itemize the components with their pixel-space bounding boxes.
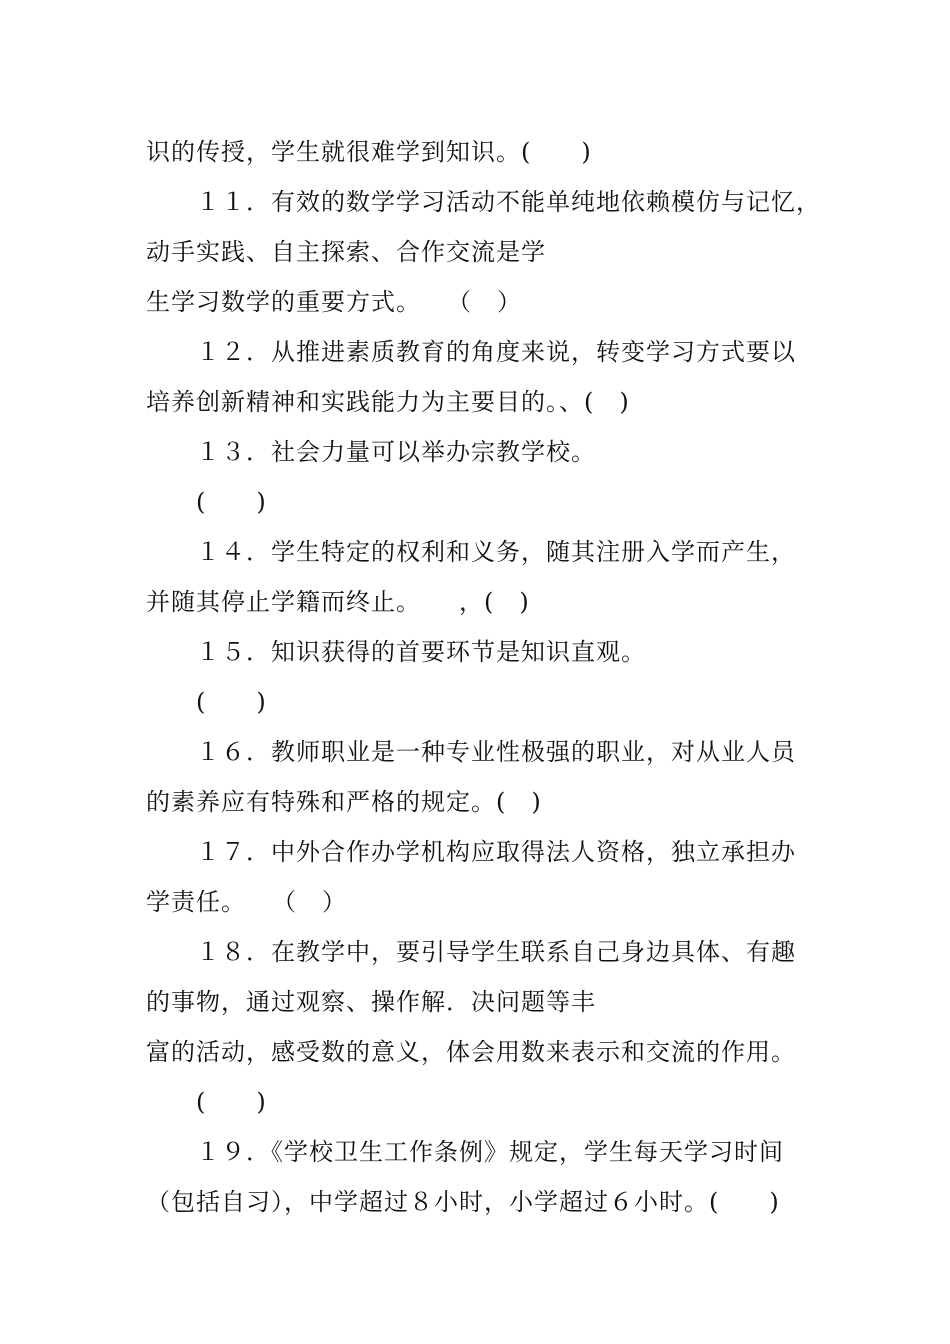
- question-12-line-2: 培养创新精神和实践能力为主要目的。、( ): [146, 388, 630, 416]
- text-line: 识的传授，学生就很难学到知识。( ): [146, 138, 592, 166]
- question-13-answer-blank: ( ): [196, 488, 267, 516]
- question-15-line-1: １５．知识获得的首要环节是知识直观。: [196, 638, 646, 666]
- question-15-answer-blank: ( ): [196, 688, 267, 716]
- question-18-line-3: 富的活动，感受数的意义，体会用数来表示和交流的作用。: [146, 1038, 796, 1066]
- question-14-line-2: 并随其停止学籍而终止。 ，( ): [146, 588, 530, 616]
- question-14-line-1: １４．学生特定的权利和义务，随其注册入学而产生，: [196, 538, 796, 566]
- question-12-line-1: １２．从推进素质教育的角度来说，转变学习方式要以: [196, 338, 796, 366]
- question-17-line-1: １７．中外合作办学机构应取得法人资格，独立承担办: [196, 838, 796, 866]
- question-19-line-1: １９．《学校卫生工作条例》规定，学生每天学习时间: [196, 1138, 784, 1166]
- question-19-line-2: （包括自习），中学超过８小时，小学超过６小时。( ): [146, 1188, 780, 1216]
- question-11-line-3: 生学习数学的重要方式。 （ ）: [146, 288, 522, 316]
- question-18-answer-blank: ( ): [196, 1088, 267, 1116]
- question-18-line-1: １８．在教学中，要引导学生联系自己身边具体、有趣: [196, 938, 796, 966]
- question-18-line-2: 的事物，通过观察、操作解．决问题等丰: [146, 988, 596, 1016]
- question-16-line-1: １６．教师职业是一种专业性极强的职业，对从业人员: [196, 738, 796, 766]
- question-11-line-2: 动手实践、自主探索、合作交流是学: [146, 238, 546, 266]
- question-13-line-1: １３．社会力量可以举办宗教学校。: [196, 438, 596, 466]
- question-17-line-2: 学责任。 （ ）: [146, 888, 347, 916]
- question-11-line-1: １１．有效的数学学习活动不能单纯地依赖模仿与记忆，: [196, 188, 821, 216]
- question-16-line-2: 的素养应有特殊和严格的规定。( ): [146, 788, 542, 816]
